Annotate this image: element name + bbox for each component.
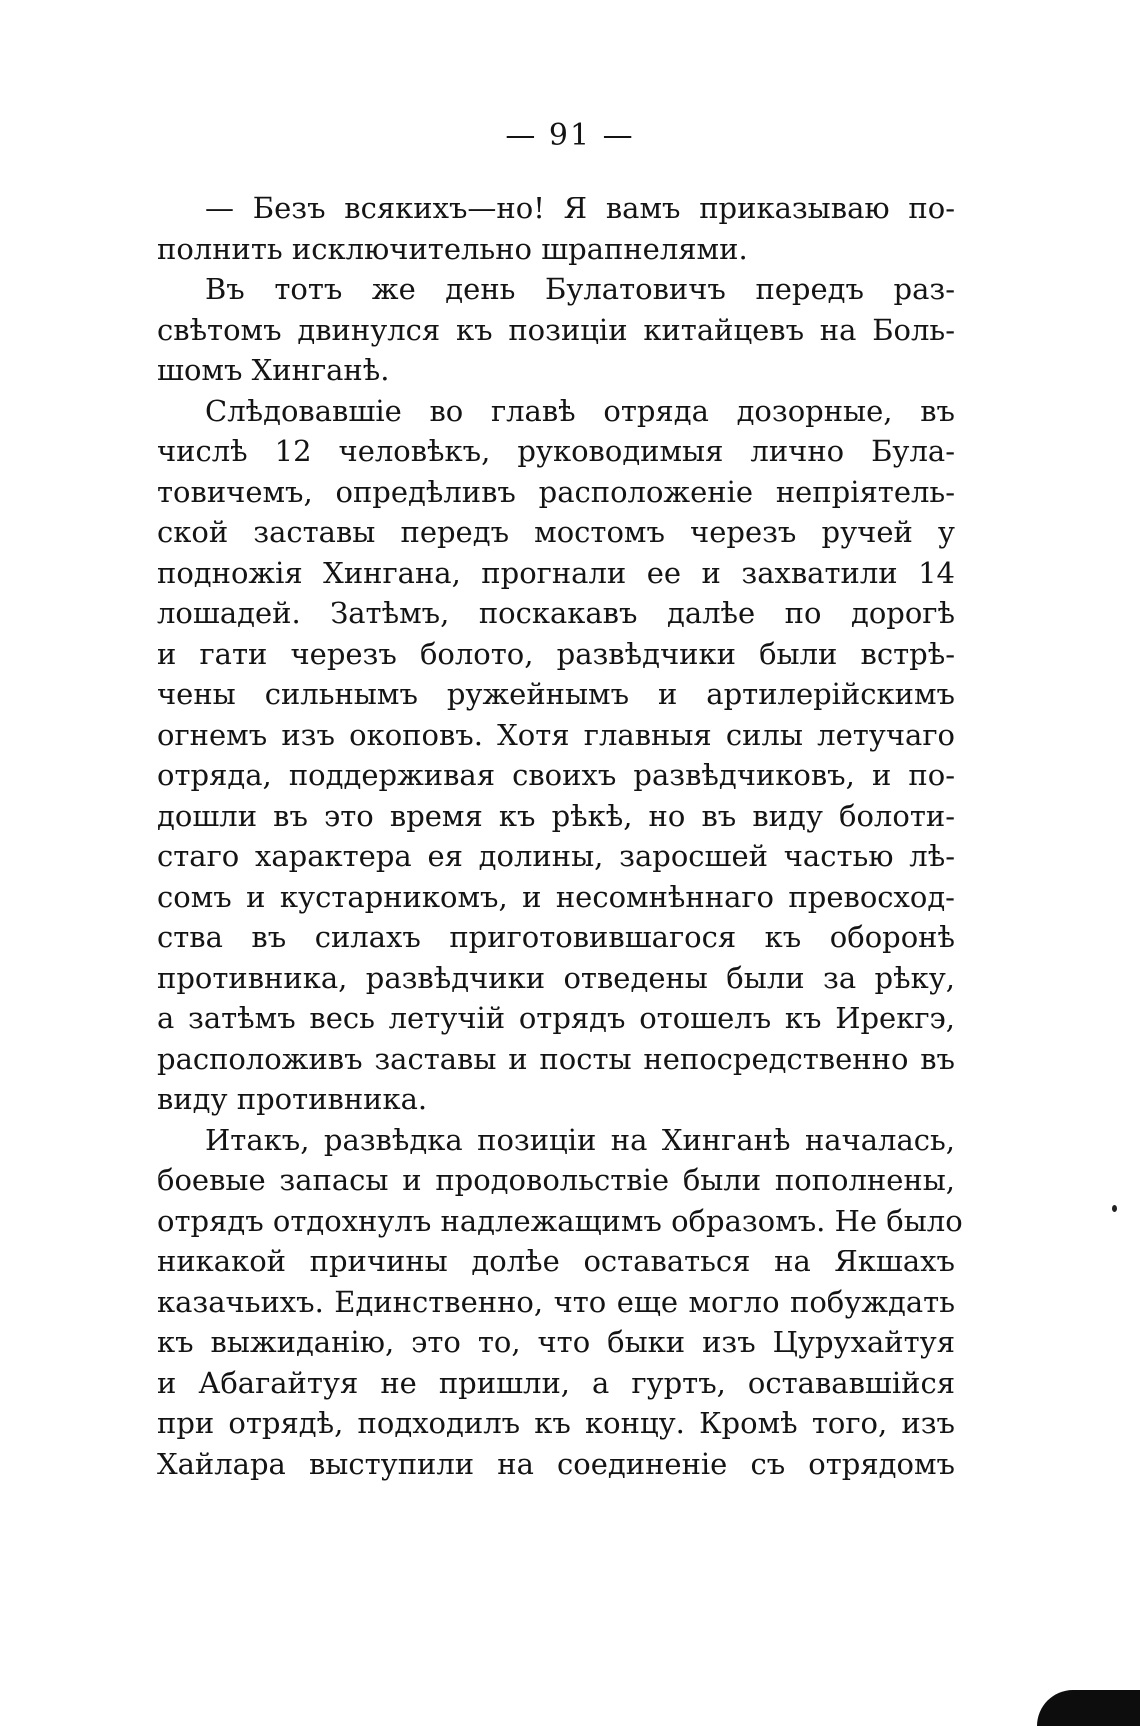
text-line: ства въ силахъ приготовившагося къ оборонѣ xyxy=(157,920,955,954)
text-line: лошадей. Затѣмъ, поскакавъ далѣе по дорогѣ xyxy=(157,596,955,630)
text-line: товичемъ, опредѣливъ расположеніе непріятель- xyxy=(157,474,955,509)
text-line: свѣтомъ двинулся къ позиціи китайцевъ на Боль- xyxy=(157,312,955,347)
text-line: никакой причины долѣе оставаться на Якшахъ xyxy=(157,1244,955,1278)
text-line: ской заставы передъ мостомъ черезъ ручей у xyxy=(157,515,955,549)
text-line: числѣ 12 человѣкъ, руководимыя лично Була- xyxy=(157,434,955,468)
text-line: полнить исключительно шрапнелями. xyxy=(157,231,748,266)
text-line: подножія Хингана, прогнали ее и захватили 14 xyxy=(157,555,955,590)
paragraph-3 xyxy=(157,391,955,1120)
text-line: чены сильнымъ ружейнымъ и артилерійскимъ xyxy=(157,677,955,711)
text-line: расположивъ заставы и посты непосредственно въ xyxy=(157,1041,955,1076)
text-line: къ выжиданію, это то, что быки изъ Цурухайтуя xyxy=(157,1325,955,1359)
ink-smudge xyxy=(1037,1690,1140,1726)
text-line: Итакъ, развѣдка позиціи на Хинганѣ началась, xyxy=(205,1122,955,1157)
text-line: огнемъ изъ окоповъ. Хотя главныя силы летучаго xyxy=(157,717,955,752)
text-line: виду противника. xyxy=(157,1082,428,1116)
text-line: Слѣдовавшіе во главѣ отряда дозорные, въ xyxy=(205,393,955,428)
paragraph-1 xyxy=(157,188,955,269)
page-number: — 91 — xyxy=(505,118,635,153)
paragraph-2 xyxy=(157,269,955,391)
text-line: дошли въ это время къ рѣкѣ, но въ виду болоти- xyxy=(157,798,955,833)
text-line: стаго характера ея долины, заросшей частью лѣ- xyxy=(157,839,955,873)
text-line: боевые запасы и продовольствіе были пополнены, xyxy=(157,1163,955,1197)
text-line: Хайлара выступили на соединеніе съ отрядомъ xyxy=(157,1446,955,1481)
text-line: противника, развѣдчики отведены были за рѣку, xyxy=(157,960,955,995)
paragraph-4 xyxy=(157,1120,963,1485)
text-line: и Абагайтуя не пришли, а гуртъ, остававшійся xyxy=(157,1365,955,1400)
text-line: а затѣмъ весь летучій отрядъ отошелъ къ Ирекгэ, xyxy=(157,1001,955,1035)
text-line: отряда, поддерживая своихъ развѣдчиковъ, и по- xyxy=(157,758,955,792)
text-line: шомъ Хинганѣ. xyxy=(157,353,390,387)
ink-speck xyxy=(1112,1205,1117,1212)
text-line: — Безъ всякихъ—но! Я вамъ приказываю по- xyxy=(205,191,955,225)
text-line: казачьихъ. Единственно, что еще могло побуждать xyxy=(157,1284,955,1319)
text-line: при отрядѣ, подходилъ къ концу. Кромѣ того, изъ xyxy=(157,1406,955,1440)
text-line: Въ тотъ же день Булатовичъ передъ раз- xyxy=(205,272,955,306)
body-text xyxy=(157,188,963,1484)
text-line: и гати черезъ болото, развѣдчики были встрѣ- xyxy=(157,636,955,671)
text-line: отрядъ отдохнулъ надлежащимъ образомъ. Не было xyxy=(157,1203,963,1238)
text-line: сомъ и кустарникомъ, и несомнѣннаго превосход- xyxy=(157,879,955,914)
